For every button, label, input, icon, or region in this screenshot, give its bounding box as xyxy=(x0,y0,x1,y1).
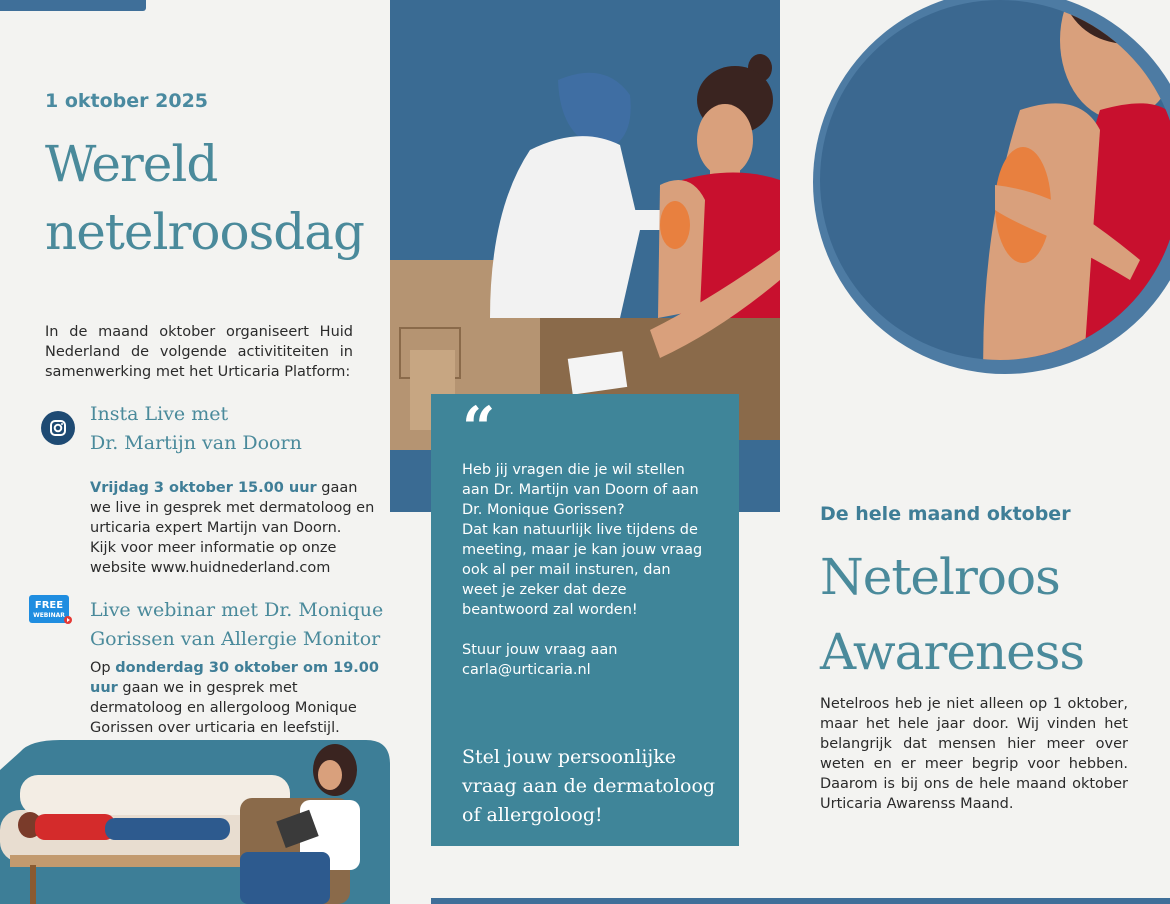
question-text xyxy=(462,460,718,620)
question-line: aan Dr. Martijn van Doorn of aan xyxy=(462,482,699,498)
cta-line: of allergoloog! xyxy=(462,804,603,826)
insta-body-text: gaan we live in gesprek met dermatoloog en urticaria expert Martijn van Doorn. xyxy=(90,480,375,536)
call-to-action xyxy=(462,743,722,830)
quote-mark-icon: “ xyxy=(462,394,496,462)
instagram-icon xyxy=(41,411,75,445)
month-label: De hele maand oktober xyxy=(820,503,1071,525)
free-webinar-icon xyxy=(28,594,72,626)
title-line-2: netelroosdag xyxy=(45,203,365,261)
contact-email[interactable]: carla@urticaria.nl xyxy=(462,662,591,678)
contact-text xyxy=(462,640,718,680)
webinar-title-line-1: Live webinar met Dr. Monique xyxy=(90,599,384,621)
question-line: beantwoord zal worden! xyxy=(462,602,638,618)
question-line: Dr. Monique Gorissen? xyxy=(462,502,625,518)
webinar-title-line-2: Gorissen van Allergie Monitor xyxy=(90,628,381,650)
free-badge-text: FREE xyxy=(34,600,64,611)
webinar-title xyxy=(90,596,385,654)
question-line: ook al per mail insturen, dan xyxy=(462,562,671,578)
insta-title-line-2: Dr. Martijn van Doorn xyxy=(90,432,302,454)
question-line: Heb jij vragen die je wil stellen xyxy=(462,462,685,478)
cta-line: vraag aan de dermatoloog xyxy=(462,775,716,797)
arm-rash-illustration xyxy=(780,0,1170,470)
bottom-accent-bar xyxy=(431,898,1170,904)
insta-date-highlight: Vrijdag 3 oktober 15.00 uur xyxy=(90,480,317,496)
title-line-1: Wereld xyxy=(45,135,218,193)
question-line: weet je zeker dat deze xyxy=(462,582,627,598)
cta-line: Stel jouw persoonlijke xyxy=(462,746,677,768)
awareness-title-line-1: Netelroos xyxy=(820,548,1060,606)
webinar-body-text: gaan we in gesprek met dermatoloog en allergoloog Monique Gorissen over urticaria en leefstijl. xyxy=(90,680,357,736)
top-accent-bar xyxy=(0,0,146,11)
webinar-description xyxy=(90,658,385,738)
webinar-prefix: Op xyxy=(90,660,116,676)
therapy-session-illustration xyxy=(0,740,390,904)
event-date: 1 oktober 2025 xyxy=(45,90,209,112)
insta-live-description xyxy=(90,478,375,578)
question-line: Dat kan natuurlijk live tijdens de xyxy=(462,522,698,538)
webinar-date-highlight: donderdag 30 oktober om 19.00 uur xyxy=(90,660,379,696)
awareness-paragraph: Netelroos heb je niet alleen op 1 oktober, maar het hele jaar door. Wij vinden het belangrijk dat mensen hier meer over weten en er meer begrip voor hebben. Daarom is bij ons de hele maand oktober Urticaria Awarenss Maand. xyxy=(820,696,1128,812)
insta-info-text: Kijk voor meer informatie op onze website www.huidnederland.com xyxy=(90,540,337,576)
question-line: meeting, maar je kan jouw vraag xyxy=(462,542,703,558)
page-title xyxy=(45,130,385,266)
insta-live-title xyxy=(90,400,380,458)
awareness-title xyxy=(820,540,1160,690)
contact-line: Stuur jouw vraag aan xyxy=(462,642,618,658)
insta-title-line-1: Insta Live met xyxy=(90,403,229,425)
awareness-title-line-2: Awareness xyxy=(820,623,1085,681)
intro-paragraph: In de maand oktober organiseert Huid Nederland de volgende activititeiten in samenwerking met het Urticaria Platform: xyxy=(45,324,353,380)
webinar-badge-text: WEBINAR xyxy=(33,612,65,619)
